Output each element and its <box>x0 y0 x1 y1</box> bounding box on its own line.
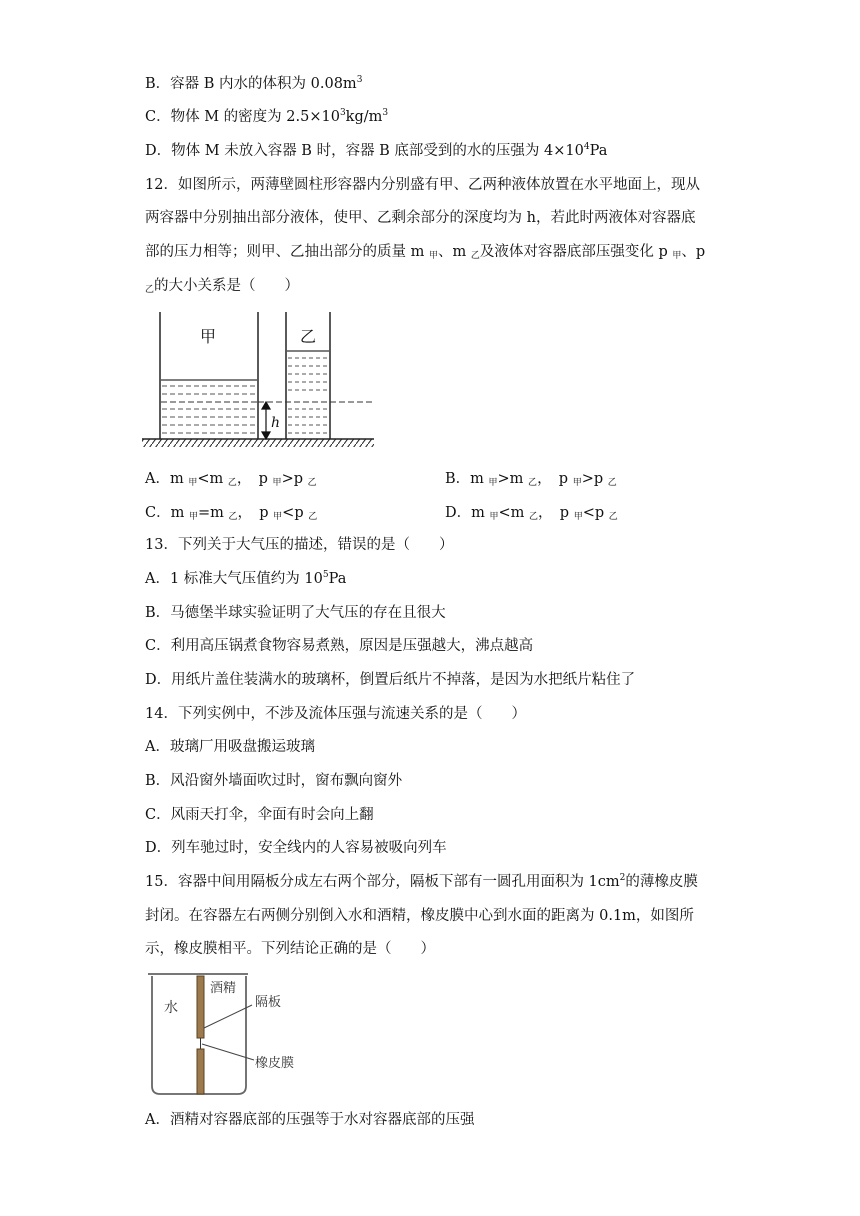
partition-leader <box>204 1005 252 1028</box>
label-h: h <box>271 415 281 431</box>
q14-option-b: B．风沿窗外墙面吹过时，窗布飘向窗外 <box>145 773 403 789</box>
label-yi: 乙 <box>300 327 317 346</box>
q13-stem: 13．下列关于大气压的描述，错误的是（ ） <box>145 537 454 553</box>
label-water: 水 <box>164 1000 178 1016</box>
q11-option-c: C．物体 M 的密度为 $2.5\times 10^3kg/m^3$ <box>145 108 389 125</box>
h-arrow <box>262 402 270 439</box>
partition-lower <box>197 1049 204 1094</box>
q15-stem-line1: 15．容器中间用隔板分成左右两个部分，隔板下部有一圆孔用面积为 $1cm^2$的薄橡皮膜 <box>145 873 698 890</box>
q13-option-d: D．用纸片盖住装满水的玻璃杯，倒置后纸片不掉落，是因为水把纸片粘住了 <box>145 672 636 688</box>
q12-stem-line3: 部的压力相等；则甲、乙抽出部分的质量 m $_甲$、m $_乙$及液体对容器底部压强变化 p $_甲$、p <box>145 244 706 261</box>
q12-option-d: D．m $_甲$<m $_乙$， p $_甲$<p $_乙$ <box>445 505 618 522</box>
q12-option-b: B．m $_甲$>m $_乙$， p $_甲$>p $_乙$ <box>445 471 617 488</box>
q12-stem-line4: $_乙$的大小关系是（ ） <box>145 278 300 295</box>
ground-hatch <box>142 439 374 447</box>
q12-stem-line1: 12．如图所示，两薄壁圆柱形容器内分别盛有甲、乙两种液体放置在水平地面上，现从 <box>145 177 700 193</box>
q14-option-a: A．玻璃厂用吸盘搬运玻璃 <box>145 739 315 755</box>
q12-option-c: C．m $_甲$=m $_乙$， p $_甲$<p $_乙$ <box>145 505 318 522</box>
q13-option-b: B．马德堡半球实验证明了大气压的存在且很大 <box>145 605 446 621</box>
q15-stem-line3: 示，橡皮膜相平。下列结论正确的是（ ） <box>145 941 435 957</box>
q14-option-d: D．列车驰过时，安全线内的人容易被吸向列车 <box>145 840 447 856</box>
label-jia: 甲 <box>200 327 217 346</box>
q12-option-a: A．m $_甲$<m $_乙$， p $_甲$>p $_乙$ <box>145 471 317 488</box>
q13-option-a: A．1 标准大气压值约为 $10^5Pa$ <box>145 570 347 587</box>
label-alcohol: 酒精 <box>210 981 237 996</box>
label-membrane: 橡皮膜 <box>255 1056 295 1071</box>
q13-option-c: C．利用高压锅煮食物容易煮熟，原因是压强越大，沸点越高 <box>145 638 534 654</box>
q12-stem-line2: 两容器中分别抽出部分液体，使甲、乙剩余部分的深度均为 h，若此时两液体对容器底 <box>145 210 696 226</box>
q15-container-figure <box>144 970 314 1100</box>
q14-option-c: C．风雨天打伞，伞面有时会向上翻 <box>145 807 374 823</box>
q12-containers-figure <box>140 308 380 453</box>
label-partition: 隔板 <box>255 995 282 1010</box>
q11-option-b: B．容器 B 内水的体积为 $0.08m^3$ <box>145 75 363 92</box>
q11-option-d: D．物体 M 未放入容器 B 时，容器 B 底部受到的水的压强为 $4\times 10^4Pa$ <box>145 142 608 159</box>
q14-stem: 14．下列实例中，不涉及流体压强与流速关系的是（ ） <box>145 706 526 722</box>
partition-upper <box>197 976 204 1038</box>
q15-option-a: A．酒精对容器底部的压强等于水对容器底部的压强 <box>145 1112 475 1128</box>
q15-stem-line2: 封闭。在容器左右两侧分别倒入水和酒精，橡皮膜中心到水面的距离为 0.1m，如图所 <box>145 908 694 924</box>
